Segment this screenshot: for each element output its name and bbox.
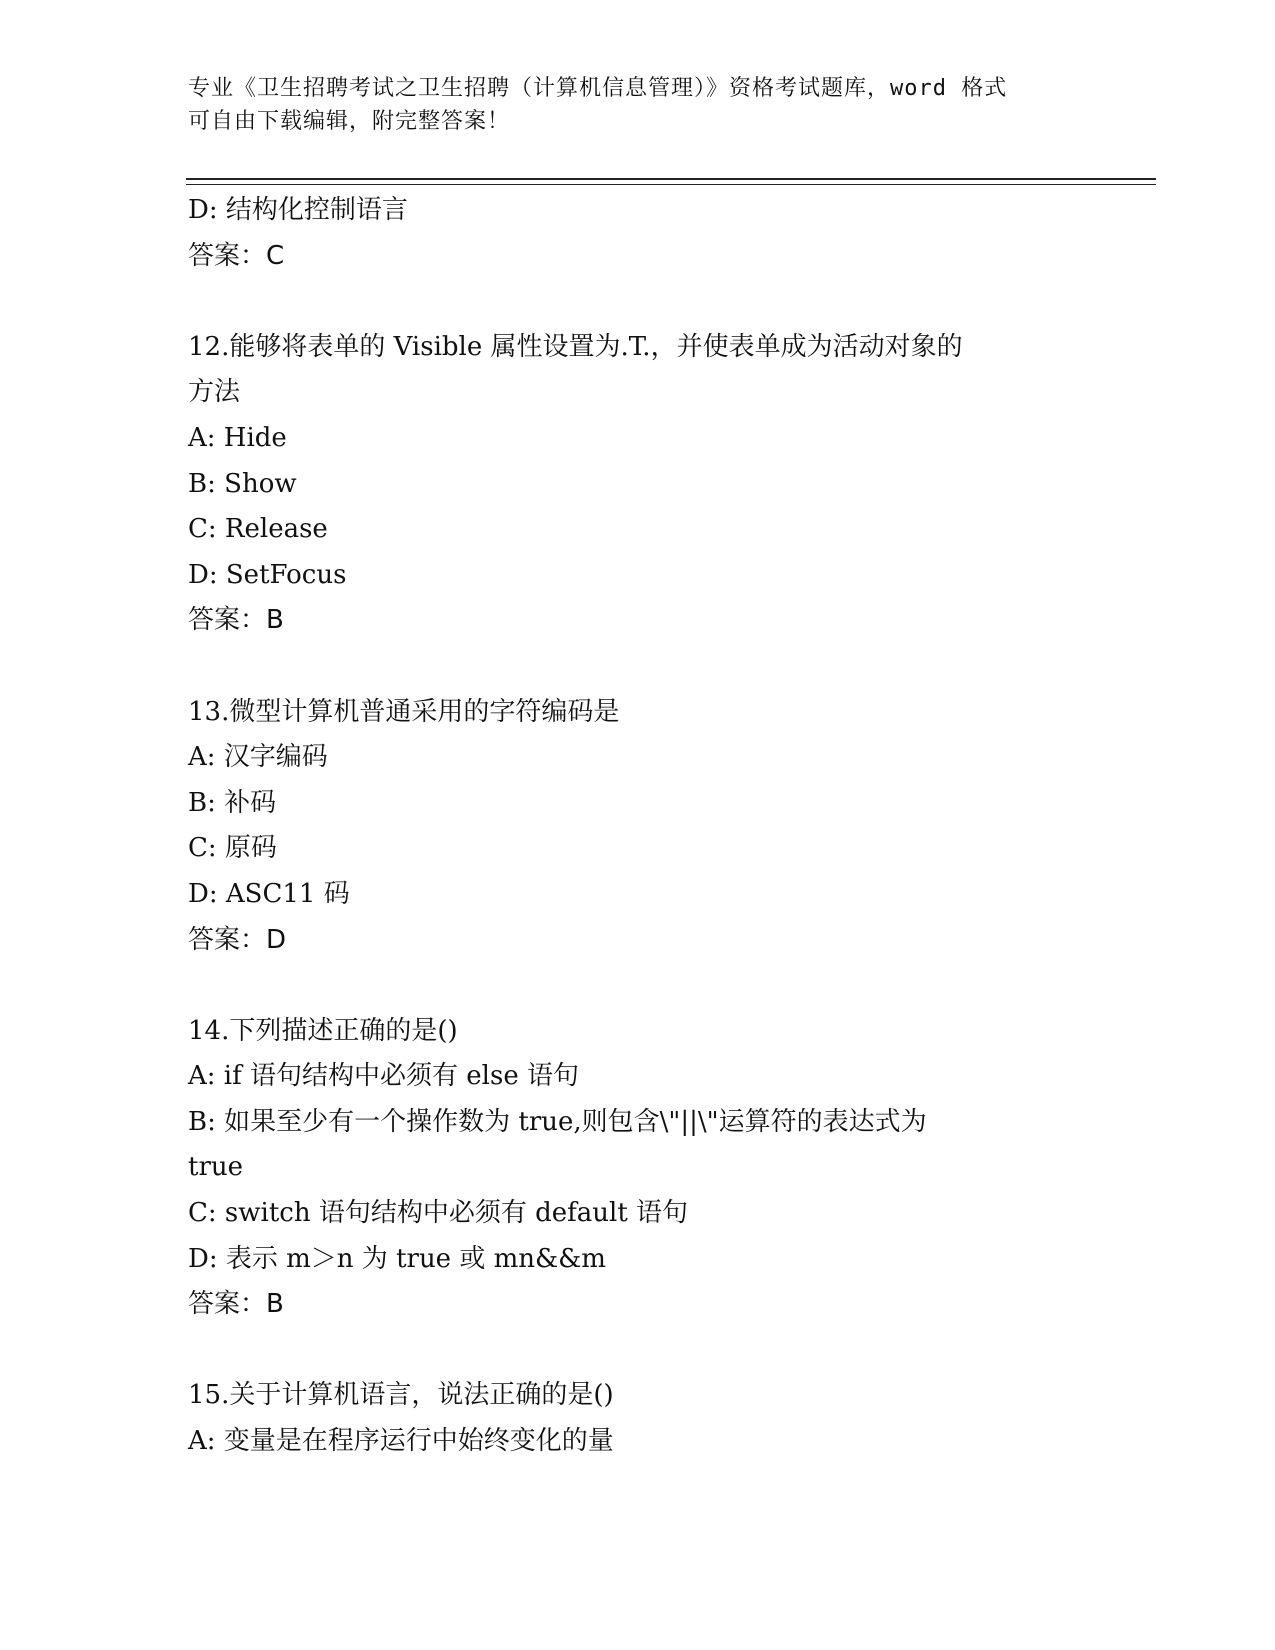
option-c: C: 原码 bbox=[188, 833, 277, 864]
question-stem-continued: 方法 bbox=[188, 377, 241, 408]
answer-line: 答案：B bbox=[188, 605, 284, 636]
header-line-2: 可自由下载编辑，附完整答案！ bbox=[188, 109, 511, 134]
option-a: A: Hide bbox=[188, 422, 287, 453]
answer-line: 答案：D bbox=[188, 924, 287, 955]
header-line-1: 专业《卫生招聘考试之卫生招聘（计算机信息管理）》资格考试题库，word 格式 bbox=[188, 76, 1008, 101]
option-d: D: ASC11 码 bbox=[188, 878, 350, 909]
option-d: D: 结构化控制语言 bbox=[188, 195, 408, 225]
option-a: A: if 语句结构中必须有 else 语句 bbox=[188, 1061, 579, 1092]
option-b: B: Show bbox=[188, 468, 297, 499]
option-b: B: 如果至少有一个操作数为 true,则包含\"||\"运算符的表达式为 bbox=[188, 1106, 927, 1137]
option-b-continued: true bbox=[188, 1152, 244, 1183]
spacer bbox=[188, 1328, 1088, 1374]
option-c: C: Release bbox=[188, 514, 328, 545]
option-b: B: 补码 bbox=[188, 787, 277, 818]
spacer bbox=[188, 644, 1088, 690]
header-divider-thin bbox=[186, 184, 1156, 185]
spacer bbox=[188, 279, 1088, 325]
question-stem: 13.微型计算机普通采用的字符编码是 bbox=[188, 696, 620, 727]
question-stem: 12.能够将表单的 Visible 属性设置为.T.，并使表单成为活动对象的 bbox=[188, 331, 963, 362]
page-header bbox=[188, 72, 1068, 138]
question-list bbox=[188, 188, 1088, 1465]
option-a: A: 变量是在程序运行中始终变化的量 bbox=[188, 1426, 614, 1457]
question-stem: 14.下列描述正确的是() bbox=[188, 1015, 458, 1046]
question-stem: 15.关于计算机语言，说法正确的是() bbox=[188, 1380, 614, 1411]
answer-line: 答案：B bbox=[188, 1289, 284, 1320]
answer-line: 答案：C bbox=[188, 240, 285, 271]
option-d: D: SetFocus bbox=[188, 559, 347, 590]
option-d: D: 表示 m＞n 为 true 或 mn&&m bbox=[188, 1243, 606, 1274]
option-c: C: switch 语句结构中必须有 default 语句 bbox=[188, 1198, 689, 1229]
header-divider bbox=[186, 178, 1156, 180]
spacer bbox=[188, 963, 1088, 1009]
option-a: A: 汉字编码 bbox=[188, 742, 328, 773]
